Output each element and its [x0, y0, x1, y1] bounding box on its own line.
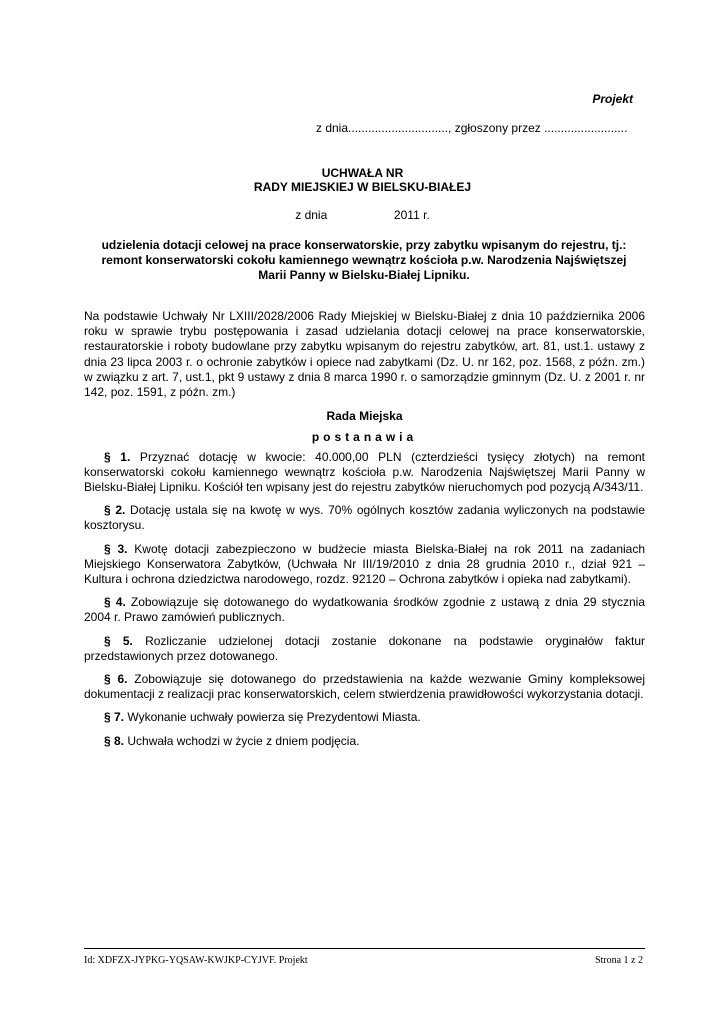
projekt-label: Projekt — [592, 92, 633, 106]
paragraph-number: § 8. — [104, 733, 125, 748]
rada-miejska-heading: Rada Miejska — [326, 409, 403, 424]
paragraph-number: § 3. — [104, 541, 128, 556]
paragraph-number: § 1. — [104, 449, 131, 464]
paragraph-text: Zobowiązuje się dotowanego do wydatkowania środków zgodnie z ustawą z dnia 29 stycznia 2004 r. Prawo zamówień publicznych. — [84, 595, 645, 625]
paragraph-number: § 7. — [104, 710, 125, 725]
paragraph-2 — [84, 503, 645, 533]
resolution-subject: udzielenia dotacji celowej na prace konserwatorskie, przy zabytku wpisanym do rejestru, tj.: remont konserwatorski cokołu kamiennego wewnątrz kościoła p.w. Narodzenia Najświętszej Marii Panny w Bielsku-Białej Lipniku. — [101, 238, 627, 282]
paragraph-text: Przyznać dotację w kwocie: 40.000,00 PLN (czterdzieści tysięcy złotych) na remont konserwatorski cokołu kamiennego wewnątrz kościoła p.w. Narodzenia Najświętszej Marii Panny w Bielsku-Białej Lipniku. Kościół ten wpisany jest do rejestru zabytków nieruchomych pod pozycją A/343/11. — [84, 449, 645, 495]
resolution-date: z dnia 2011 r. — [295, 208, 430, 222]
paragraph-text: Rozliczanie udzielonej dotacji zostanie dokonane na podstawie oryginałów faktur przedstawionych przez dotowanego. — [84, 633, 646, 663]
resolution-body — [84, 309, 645, 757]
title-line-1: UCHWAŁA NR — [321, 166, 404, 180]
paragraph-number: § 6. — [104, 672, 128, 687]
paragraph-text: Kwotę dotacji zabezpieczono w budżecie miasta Bielska-Białej na rok 2011 na zadaniach Miejskiego Konserwatora Zabytków, (Uchwała Nr III/19/2010 z dnia 28 grudnia 2010 r., dział 921 – Kultura i ochrona dziedzictwa narodowego, rozdz. 92120 – Ochrona zabytków i opieka nad zabytkami). — [84, 541, 646, 587]
paragraph-text: Uchwała wchodzi w życie z dniem podjęcia. — [124, 733, 360, 748]
footer-divider — [84, 948, 645, 949]
paragraph-6 — [84, 672, 645, 702]
paragraph-text: Dotację ustala się na kwotę w wys. 70% ogólnych kosztów zadania wyliczonych na podstawie kosztorysu. — [84, 503, 645, 533]
title-line-2: RADY MIEJSKIEJ W BIELSKU-BIAŁEJ — [253, 180, 472, 194]
paragraph-8 — [84, 734, 645, 749]
paragraph-number: § 4. — [104, 595, 126, 610]
footer-document-id: Id: XDFZX-JYPKG-YQSAW-KWJKP-CYJVF. Projekt — [84, 955, 308, 966]
paragraph-3 — [84, 542, 645, 588]
paragraph-1 — [84, 450, 645, 496]
preamble: Na podstawie Uchwały Nr LXIII/2028/2006 Rady Miejskiej w Bielsku-Białej z dnia 10 października 2006 roku w sprawie trybu postępowania i zasad udzielania dotacji celowej na prace konserwatorskie, restauratorskie i roboty budowlane przy zabytku wpisanym do rejestru zabytków, art. 81, ust.1. ustawy z dnia 23 lipca 2003 r. o ochronie zabytków i opiece nad zabytkami (Dz. U. nr 162, poz. 1568, z późn. zm.) w związku z art. 7, ust.1, pkt 9 ustawy z dnia 8 marca 1990 r. o samorządzie gminnym (Dz. U. z 2001 r. nr 142, poz. 1591, z późn. zm.) — [84, 309, 645, 400]
paragraph-7 — [84, 710, 645, 725]
submission-line: z dnia.............................., zgłoszony przez ......................... — [316, 121, 628, 135]
postanawia-heading: postanawia — [311, 430, 418, 445]
paragraph-number: § 2. — [104, 503, 126, 518]
footer-page-number: Strona 1 z 2 — [594, 955, 643, 966]
paragraph-number: § 5. — [104, 633, 133, 648]
paragraph-5 — [84, 634, 645, 664]
paragraph-text: Wykonanie uchwały powierza się Prezydentowi Miasta. — [124, 710, 421, 725]
paragraph-text: Zobowiązuje się dotowanego do przedstawienia na każde wezwanie Gminy kompleksowej dokumentacji z realizacji prac konserwatorskich, celem stwierdzenia prawidłowości wykorzystania dotacji. — [84, 672, 646, 702]
paragraph-4 — [84, 595, 645, 625]
resolution-title — [0, 166, 725, 194]
